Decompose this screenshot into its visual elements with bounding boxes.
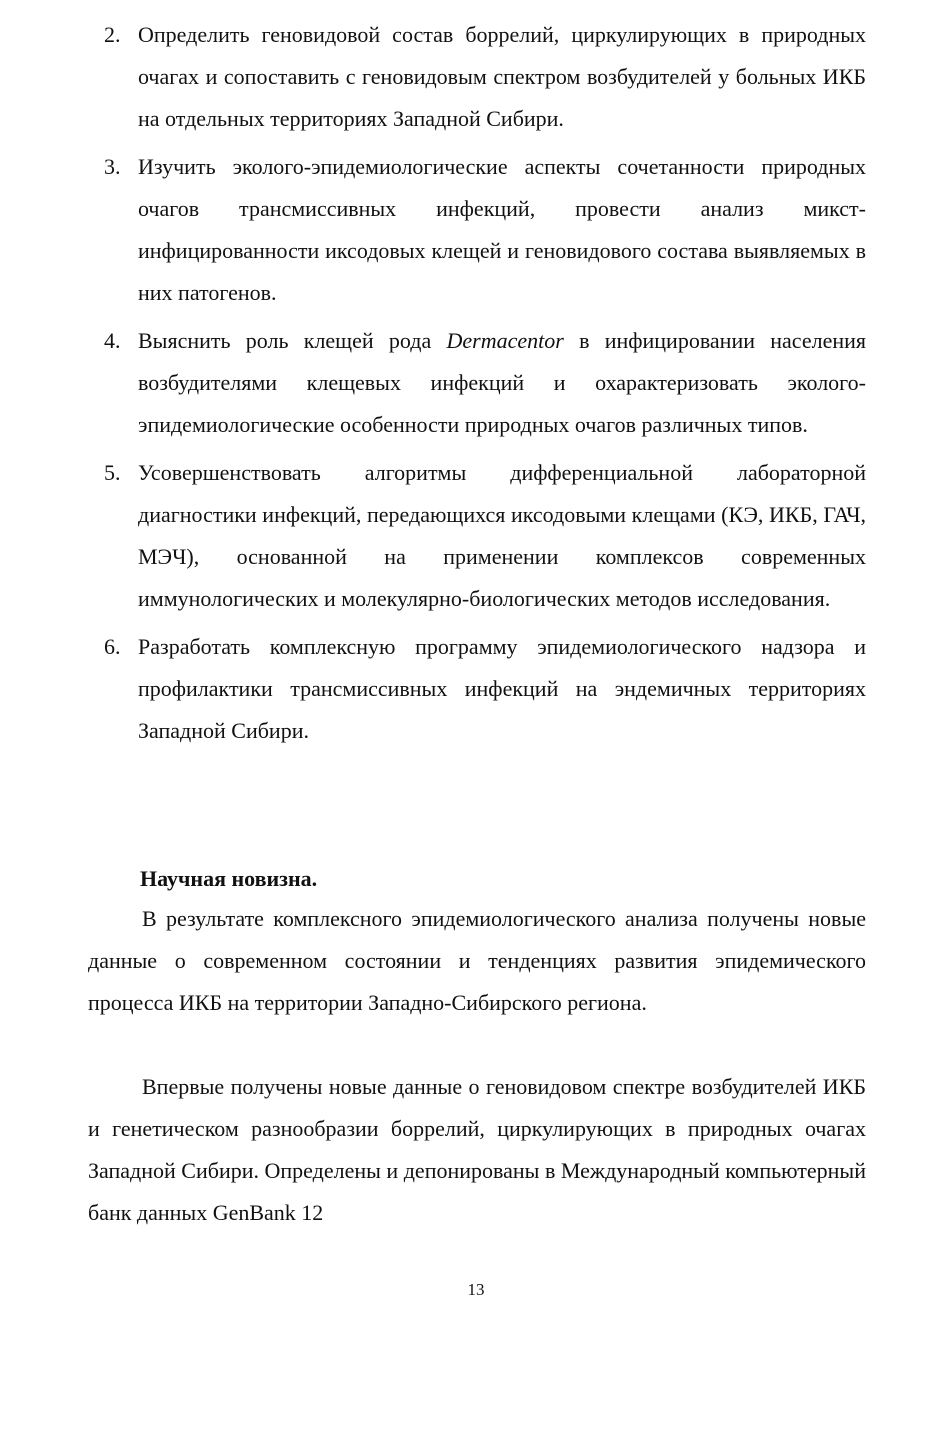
list-item-number: 6. [104,634,121,659]
list-item-number: 2. [104,22,121,47]
list-item-text: Разработать комплексную программу эпидемиологического надзора и профилактики трансмиссивных инфекций на эндемичных территориях Западной Сибири. [138,634,866,743]
task-list [104,14,866,758]
list-item-text: Определить геновидовой состав боррелий, циркулирующих в природных очагах и сопоставить с геновидовым спектром возбудителей у больных ИКБ на отдельных территориях Западной Сибири. [138,22,866,131]
body-paragraph: Впервые получены новые данные о геновидовом спектре возбудителей ИКБ и генетическом разнообразии боррелий, циркулирующих в природных очагах Западной Сибири. Определены и депонированы в Международный компьютерный банк данных GenBank 12 [88,1074,866,1225]
list-item-text-before: Выяснить роль клещей рода [138,328,432,353]
list-item [104,14,866,140]
list-item-number: 4. [104,328,121,353]
list-item [104,626,866,752]
section-heading: Научная новизна. [140,866,318,891]
list-item-text-after: в инфицировании населения возбудителями клещевых инфекций и охарактеризовать эколого-эпидемиологические особенности природных очагов различных типов. [138,328,866,437]
page-number: 13 [467,1280,485,1299]
list-item-number: 3. [104,154,121,179]
list-item [104,320,866,446]
list-item [104,452,866,620]
body-paragraph: В результате комплексного эпидемиологического анализа получены новые данные о современном состоянии и тенденциях развития эпидемического процесса ИКБ на территории Западно-Сибирского региона. [88,906,866,1015]
list-item-text: Изучить эколого-эпидемиологические аспекты сочетанности природных очагов трансмиссивных инфекций, провести анализ микст-инфицированности иксодовых клещей и геновидового состава выявляемых в них патогенов. [138,154,866,305]
list-item [104,146,866,314]
genus-name: Dermacentor [446,328,564,353]
list-item-text: Усовершенствовать алгоритмы дифференциальной лабораторной диагностики инфекций, передающихся иксодовыми клещами (КЭ, ИКБ, ГАЧ, МЭЧ), основанной на применении комплексов современных иммунологических и молекулярно-биологических методов исследования. [138,460,866,611]
list-item-number: 5. [104,460,121,485]
